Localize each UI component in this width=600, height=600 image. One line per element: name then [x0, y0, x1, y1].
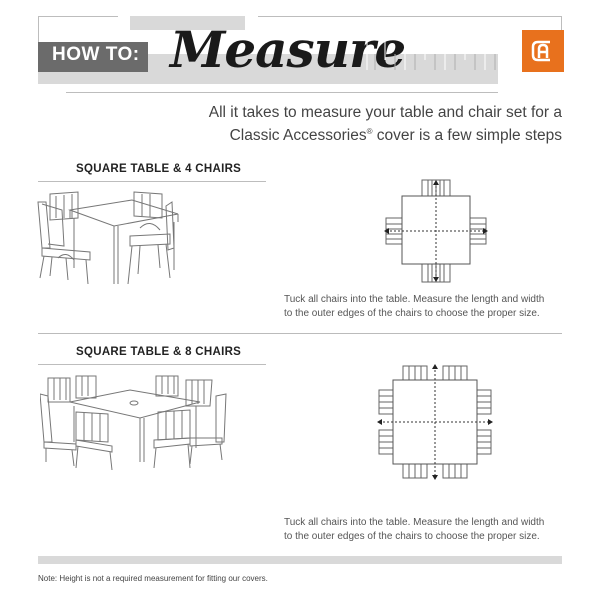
table-4-chairs-illustration	[30, 188, 190, 296]
classic-accessories-logo-icon	[528, 36, 558, 66]
caption-line: Tuck all chairs into the table. Measure the length and width	[284, 294, 545, 305]
header-line	[561, 16, 562, 30]
footer-bar	[38, 556, 562, 564]
section-title: SQUARE TABLE & 8 CHAIRS	[76, 346, 242, 358]
section-title-line	[38, 181, 266, 182]
caption-line: Tuck all chairs into the table. Measure the length and width	[284, 517, 545, 528]
top-view-4-chairs-diagram	[380, 176, 492, 286]
brand-name: Classic Accessories	[229, 127, 367, 145]
header-line	[66, 92, 498, 93]
caption-line: to the outer edges of the chairs to choose the proper size.	[284, 531, 540, 542]
caption	[284, 293, 584, 321]
caption-line: to the outer edges of the chairs to choose the proper size.	[284, 308, 540, 319]
intro-line: All it takes to measure your table and chair set for a	[208, 104, 562, 121]
footer-note: Note: Height is not a required measurement for fitting our covers.	[38, 574, 268, 583]
page-title: Measure	[170, 20, 406, 79]
section-title-line	[38, 364, 266, 365]
section-title: SQUARE TABLE & 4 CHAIRS	[76, 163, 242, 175]
brand-logo	[522, 30, 564, 72]
registered-mark: ®	[366, 127, 373, 136]
section-divider	[38, 333, 562, 334]
intro-line-suffix: cover is a few simple steps	[372, 127, 562, 145]
intro-text	[150, 103, 562, 145]
table-8-chairs-illustration	[40, 372, 240, 472]
intro-line	[150, 122, 562, 145]
top-view-8-chairs-diagram	[373, 360, 497, 484]
how-to-label: HOW TO:	[52, 44, 140, 65]
caption	[284, 516, 584, 544]
ruler-icon	[365, 30, 498, 70]
header-line	[258, 16, 562, 17]
header-line	[38, 16, 118, 17]
